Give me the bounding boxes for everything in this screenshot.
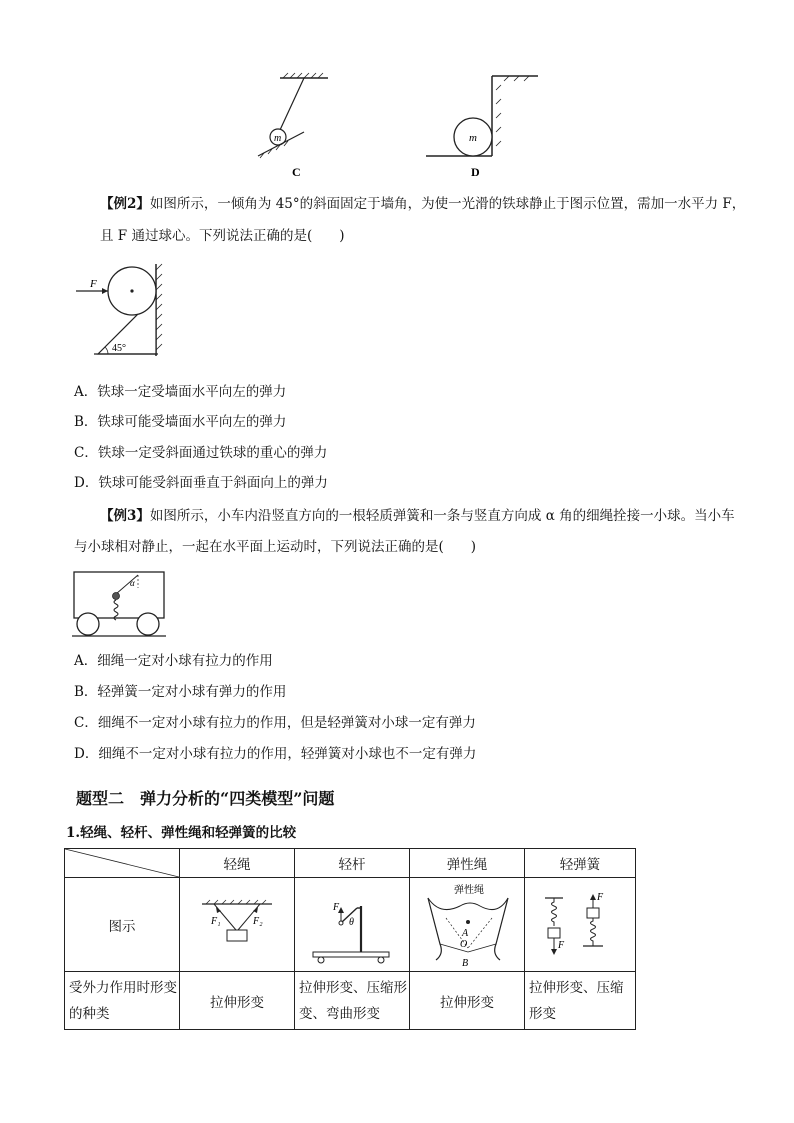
spring-f-down-label: F <box>558 939 565 951</box>
ball-c-label: m <box>274 133 282 144</box>
elastic-o-label: O <box>460 938 468 950</box>
elastic-label: 弹性绳 <box>454 884 484 896</box>
deform-light-rod: 拉伸形变、压缩形变、弯曲形变 <box>295 972 410 1030</box>
angle-label: 45° <box>112 343 126 354</box>
deform-elastic-rope: 拉伸形变 <box>410 972 525 1030</box>
example-2-option-a: A．铁球一定受墙面水平向左的弹力 <box>74 384 287 400</box>
rope-f2-label: F₂ <box>253 915 263 927</box>
figure-light-spring <box>525 878 636 972</box>
alpha-label: α <box>130 578 135 588</box>
rod-f-label: F <box>333 901 340 913</box>
elastic-a-label: A <box>462 927 469 939</box>
ball-d-label: m <box>469 132 477 144</box>
example-3-line1 <box>100 507 735 525</box>
header-elastic-rope: 弹性绳 <box>410 849 525 878</box>
section-subtitle: 1.轻绳、轻杆、弹性绳和轻弹簧的比较 <box>66 825 297 841</box>
figure-d-label: D <box>471 165 480 179</box>
figure-example-2 <box>74 260 169 362</box>
figure-c-label: C <box>292 165 301 179</box>
figure-example-3 <box>72 568 168 640</box>
example-3-option-b: B．轻弹簧一定对小球有弹力的作用 <box>74 684 287 700</box>
figure-elastic-rope <box>410 878 525 972</box>
example-2-tag: 【例2】 <box>100 196 150 212</box>
table-header-row <box>65 849 636 878</box>
row-label-deform: 受外力作用时形变的种类 <box>65 972 180 1030</box>
example-2-option-b: B．铁球可能受墙面水平向左的弹力 <box>74 414 287 430</box>
rod-theta-label: θ <box>349 916 354 928</box>
deform-light-spring: 拉伸形变、压缩形变 <box>525 972 636 1030</box>
section-title: 题型二 弹力分析的“四类模型”问题 <box>76 789 335 808</box>
example-3-tag: 【例3】 <box>100 508 150 524</box>
table-deform-row <box>65 972 636 1030</box>
example-3-text: 如图所示，小车内沿竖直方向的一根轻质弹簧和一条与竖直方向成 α 角的细绳拴接一小球。当小车 <box>149 508 735 524</box>
example-2-text: 如图所示，一倾角为 45°的斜面固定于墙角，为使一光滑的铁球静止于图示位置，需加一水平力 F， <box>149 196 746 212</box>
example-2-option-d: D．铁球可能受斜面垂直于斜面向上的弹力 <box>74 475 328 491</box>
force-f-label: F <box>90 278 97 290</box>
figure-d <box>422 70 542 180</box>
example-3-option-c: C．细绳不一定对小球有拉力的作用，但是轻弹簧对小球一定有弹力 <box>74 715 476 731</box>
figure-c <box>250 70 340 180</box>
row-label-figure: 图示 <box>65 878 180 972</box>
table-corner-cell <box>65 849 180 878</box>
example-3-line2: 与小球相对静止，一起在水平面上运动时，下列说法正确的是( ) <box>74 539 477 555</box>
example-3-option-a: A．细绳一定对小球有拉力的作用 <box>74 653 273 669</box>
figure-light-rope <box>180 878 295 972</box>
header-light-rope: 轻绳 <box>180 849 295 878</box>
example-3-option-d: D．细绳不一定对小球有拉力的作用，轻弹簧对小球也不一定有弹力 <box>74 746 477 762</box>
comparison-table <box>64 848 636 1030</box>
example-2-option-c: C．铁球一定受斜面通过铁球的重心的弹力 <box>74 445 328 461</box>
spring-f-up-label: F <box>597 891 604 903</box>
header-light-spring: 轻弹簧 <box>525 849 636 878</box>
figure-light-rod <box>295 878 410 972</box>
example-2-line2: 且 F 通过球心。下列说法正确的是( ) <box>100 228 345 244</box>
rope-f1-label: F₁ <box>211 915 221 927</box>
elastic-b-label: B <box>462 957 469 969</box>
header-light-rod: 轻杆 <box>295 849 410 878</box>
example-2-line1 <box>100 195 745 213</box>
table-figure-row <box>65 878 636 972</box>
deform-light-rope: 拉伸形变 <box>180 972 295 1030</box>
